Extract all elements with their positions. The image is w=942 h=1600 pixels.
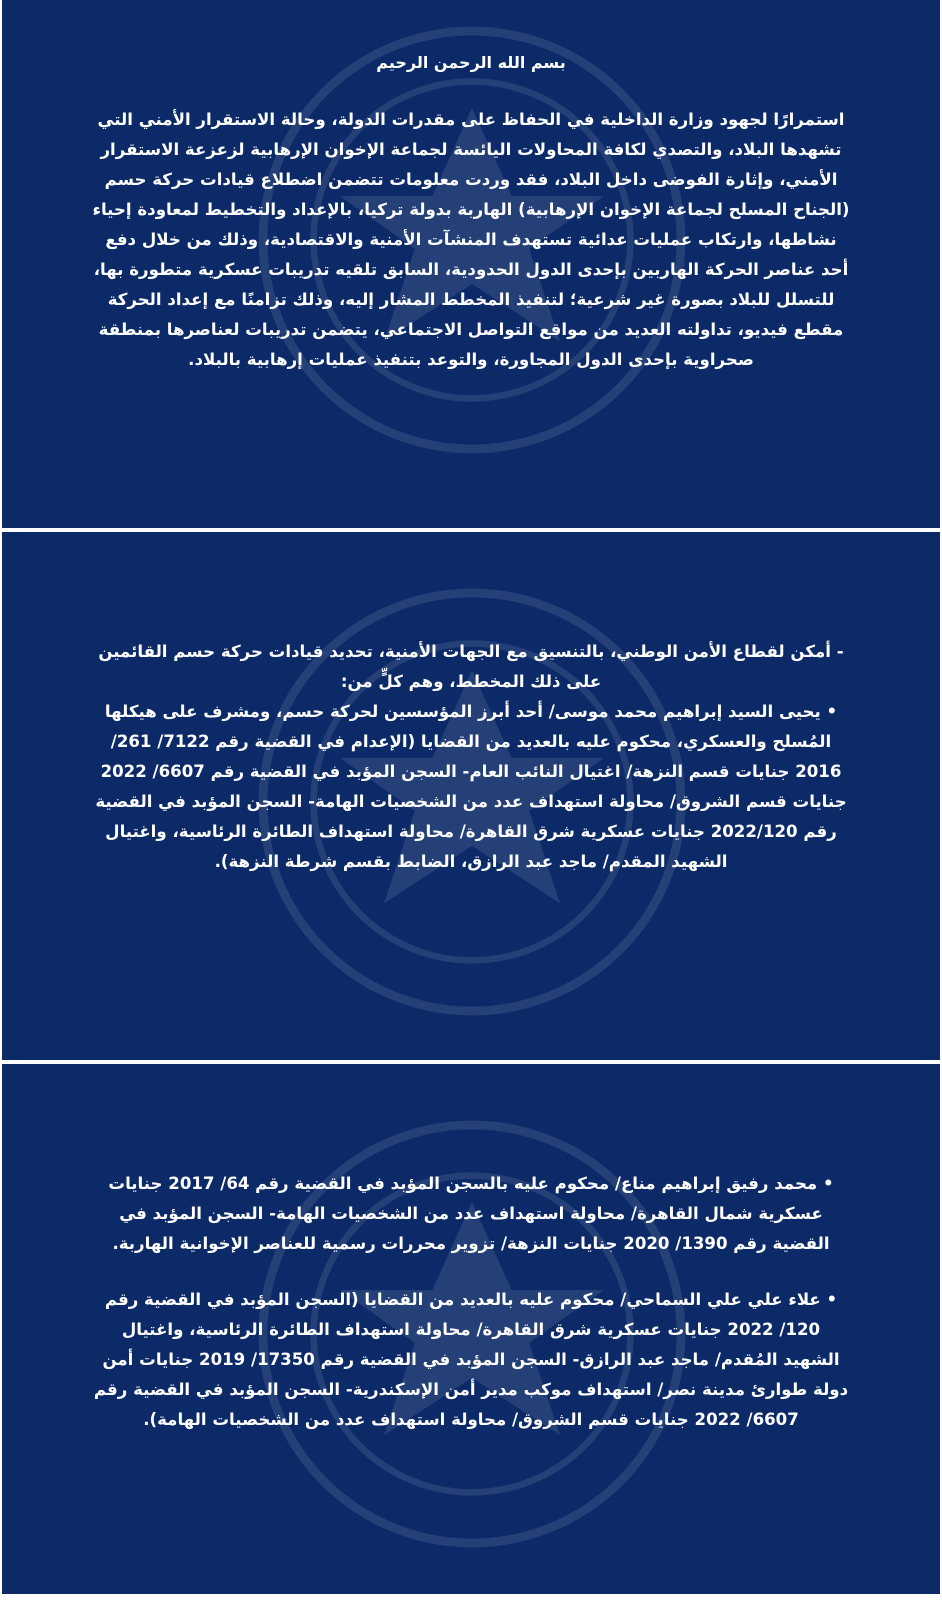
leaders-list-continued xyxy=(92,1169,850,1461)
leader-item: • علاء علي علي السماحي/ محكوم عليه بالعديد من القضايا (السجن المؤبد في القضية رقم 120/ 2022 جنايات عسكرية شرق القاهرة/ محاولة استهداف الطائرة الرئاسية، واغتيال الشهيد المُقدم/ ماجد عبد الرازق- السجن المؤبد في القضية رقم 17350/ 2019 جنايات أمن دولة طوارئ مدينة نصر/ استهداف موكب مدير أمن الإسكندرية- السجن المؤبد في القضية رقم 6607/ 2022 جنايات قسم الشروق/ محاولة استهداف عدد من الشخصيات الهامة). xyxy=(93,1290,849,1429)
leaders-list xyxy=(92,637,850,877)
basmala-heading: بسم الله الرحمن الرحيم xyxy=(376,53,566,72)
leaders-panel-2 xyxy=(2,1064,940,1594)
leader-item: • يحيى السيد إبراهيم محمد موسى/ أحد أبرز المؤسسين لحركة حسم، ومشرف على هيكلها المُسلح والعسكري، محكوم عليه بالعديد من القضايا (الإعدام في القضية رقم 7122/ 261/ 2016 جنايات قسم النزهة/ اغتيال النائب العام- السجن المؤبد في القضية رقم 6607/ 2022 جنايات قسم الشروق/ محاولة استهداف عدد من الشخصيات الهامة- السجن المؤبد في القضية رقم 2022/120 جنايات عسكرية شرق القاهرة/ محاولة استهداف الطائرة الرئاسية، واغتيال الشهيد المقدم/ ماجد عبد الرازق، الضابط بقسم شرطة النزهة). xyxy=(95,702,847,871)
leaders-intro: - أمكن لقطاع الأمن الوطني، بالتنسيق مع الجهات الأمنية، تحديد قيادات حركة حسم القائمين على ذلك المخطط، وهم كلٍّ من: xyxy=(98,642,844,691)
intro-panel xyxy=(2,0,940,528)
leaders-panel-1 xyxy=(2,532,940,1060)
intro-paragraph: استمرارًا لجهود وزارة الداخلية في الحفاظ على مقدرات الدولة، وحالة الاستقرار الأمني التي تشهدها البلاد، والتصدي لكافة المحاولات اليائسة لجماعة الإخوان الإرهابية لزعزعة الاستقرار الأمني، وإثارة الفوضى داخل البلاد، فقد وردت معلومات تتضمن اضطلاع قيادات حركة حسم (الجناح المسلح لجماعة الإخوان الإرهابية) الهاربة بدولة تركيا، بالإعداد والتخطيط لمعاودة إحياء نشاطها، وارتكاب عمليات عدائية تستهدف المنشآت الأمنية والاقتصادية، وذلك من خلال دفع أحد عناصر الحركة الهاربين بإحدى الدول الحدودية، السابق تلقيه تدريبات عسكرية متطورة بها، للتسلل للبلاد بصورة غير شرعية؛ لتنفيذ المخطط المشار إليه، وذلك تزامنًا مع إعداد الحركة مقطع فيديو، تداولته العديد من مواقع التواصل الاجتماعي، يتضمن تدريبات لعناصرها بمنطقة صحراوية بإحدى الدول المجاورة، والتوعد بتنفيذ عمليات إرهابية بالبلاد. xyxy=(92,110,850,369)
leader-item: • محمد رفيق إبراهيم مناع/ محكوم عليه بالسجن المؤبد في القضية رقم 64/ 2017 جنايات عسكرية شمال القاهرة/ محاولة استهداف عدد من الشخصيات الهامة- السجن المؤبد في القضية رقم 1390/ 2020 جنايات النزهة/ تزوير محررات رسمية للعناصر الإخوانية الهاربة. xyxy=(108,1174,834,1253)
